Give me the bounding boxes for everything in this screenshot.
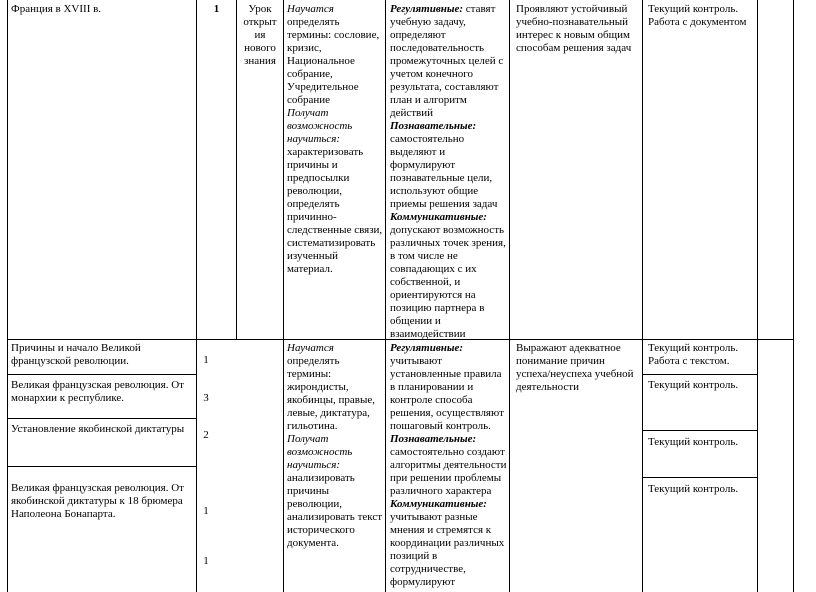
hours-cell: 1: [203, 354, 209, 366]
topic-cell: Причины и начало Великой французской революции.: [11, 342, 141, 367]
hours-cell: 2: [203, 429, 209, 441]
control-cell: Текущий контроль. Работа с текстом.: [648, 342, 739, 367]
control-cell: Текущий контроль.: [648, 379, 739, 391]
personal-results-cell: Выражают адекватное понимание причин успеха/неуспеха учебной деятельности: [516, 342, 634, 393]
lesson-type-cell: Урок открыт ия нового знания: [243, 3, 277, 67]
uud-cell: Регулятивные: учитывают установленные правила в планировании и контроле способа решения, осуществляют пошаговый контроль. Познавательные: самостоятельно создают алгоритмы деятельности при решении проблемы различного характера Коммуникативные: учитывают разные мнения и стремятся к координации различных позиций в сотрудничестве, формулируют: [390, 342, 507, 588]
control-cell: Текущий контроль.: [648, 483, 739, 495]
subject-results-cell: Научатся определять термины: сословие, кризис, Национальное собрание, Учредительное собрание Получат возможность научиться: характеризовать причины и предпосылки революции, определять причинно-следственные связи, систематизировать изученный материал.: [287, 3, 383, 275]
topic-cell: Великая французская революция. От якобинской диктатуры к 18 брюмера Наполеона Бонапарта.: [11, 482, 184, 520]
personal-results-cell: Проявляют устойчивый учебно-познавательный интерес к новым общим способам решения задач: [516, 3, 632, 54]
hours-cell: 3: [203, 392, 209, 404]
hours-cell: 1: [203, 505, 209, 517]
hours-cell: 1: [213, 3, 220, 15]
control-cell: Текущий контроль. Работа с документом: [648, 3, 747, 28]
topic-cell: Франция в XVIII в.: [11, 3, 102, 15]
topic-cell: Великая французская революция. От монархии к республике.: [11, 379, 184, 404]
uud-cell: Регулятивные: ставят учебную задачу, определяют последовательность промежуточных целей с учетом конечного результата, составляют план и алгоритм действий Познавательные: самостоятельно выделяют и формулируют познавательные цели, используют общие приемы решения задач Коммуникативные: допускают возможность различных точек зрения, в том числе не совпадающих с их собственной, и ориентируются на позицию партнера в общении и взаимодействии: [390, 3, 506, 340]
control-cell: Текущий контроль.: [648, 436, 739, 448]
topic-cell: Установление якобинской диктатуры: [11, 423, 185, 435]
hours-cell: 1: [203, 555, 209, 567]
subject-results-cell: Научатся определять термины: жирондисты, якобинцы, правые, левые, диктатура, гильотина. Получат возможность научиться: анализировать причины революции, анализировать текст исторического документа.: [287, 342, 383, 549]
